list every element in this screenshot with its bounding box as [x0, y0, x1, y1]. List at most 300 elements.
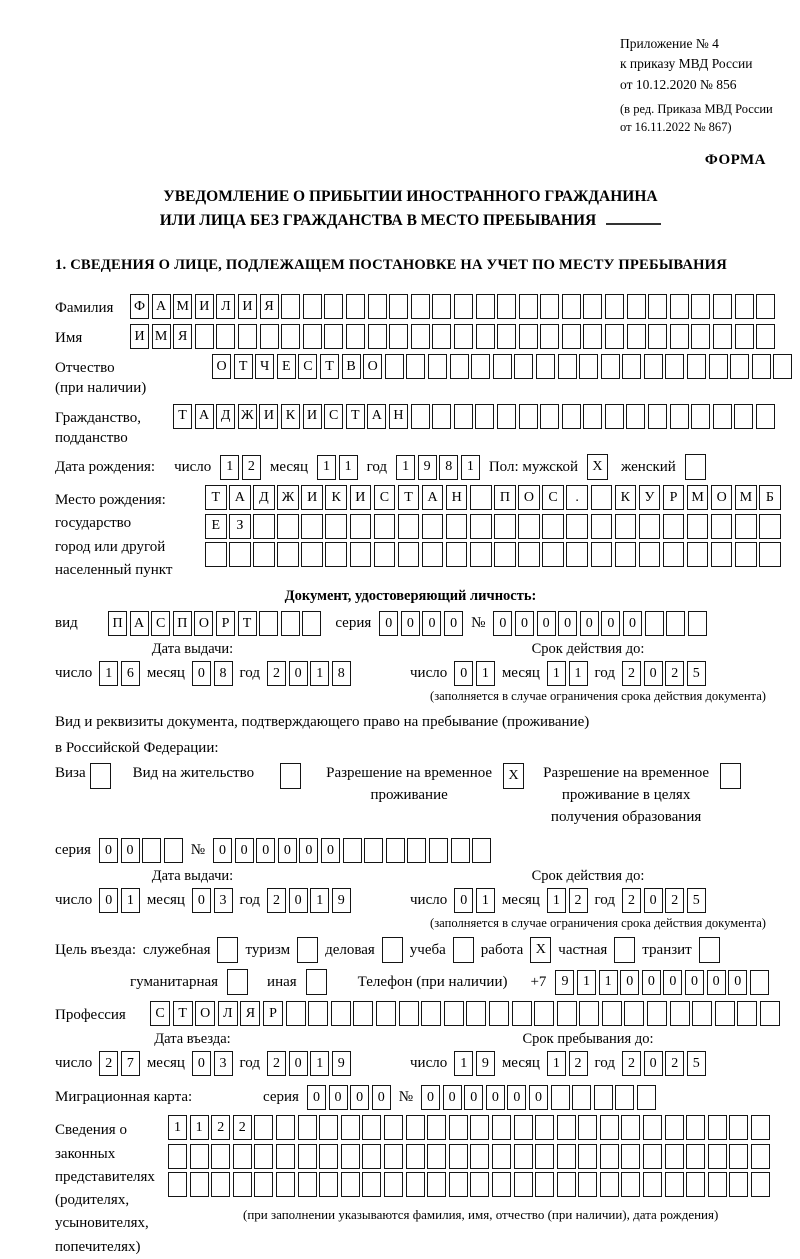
char-cell[interactable]: 1: [310, 1051, 329, 1076]
char-cell[interactable]: [470, 542, 492, 567]
char-cell[interactable]: [319, 1144, 338, 1169]
char-cell[interactable]: [260, 324, 279, 349]
char-cell[interactable]: 1: [476, 888, 495, 913]
char-cell[interactable]: [276, 1115, 295, 1140]
char-cell[interactable]: Н: [389, 404, 408, 429]
char-cell[interactable]: 1: [569, 661, 588, 686]
char-cell[interactable]: А: [130, 611, 149, 636]
char-cell[interactable]: [512, 1001, 532, 1026]
char-cell[interactable]: [514, 1172, 533, 1197]
char-cell[interactable]: [446, 514, 468, 539]
char-cell[interactable]: [519, 294, 538, 319]
char-cell[interactable]: [536, 354, 555, 379]
char-cell[interactable]: [319, 1172, 338, 1197]
char-cell[interactable]: [341, 1172, 360, 1197]
char-cell[interactable]: [557, 1172, 576, 1197]
char-cell[interactable]: [562, 294, 581, 319]
char-cell[interactable]: 0: [493, 611, 512, 636]
char-cell[interactable]: С: [374, 485, 396, 510]
char-cell[interactable]: 1: [454, 1051, 473, 1076]
char-cell[interactable]: [374, 514, 396, 539]
char-cell[interactable]: [759, 542, 781, 567]
char-cell[interactable]: [615, 542, 637, 567]
char-cell[interactable]: 2: [665, 661, 684, 686]
char-cell[interactable]: [492, 1144, 511, 1169]
char-cell[interactable]: 2: [622, 888, 641, 913]
char-cell[interactable]: [686, 1172, 705, 1197]
char-cell[interactable]: А: [229, 485, 251, 510]
char-cell[interactable]: [411, 324, 430, 349]
char-cell[interactable]: [737, 1001, 757, 1026]
char-cell[interactable]: [605, 294, 624, 319]
sex-female-checkbox[interactable]: [685, 454, 706, 480]
char-cell[interactable]: [691, 324, 710, 349]
char-cell[interactable]: 1: [547, 661, 566, 686]
char-cell[interactable]: 2: [211, 1115, 230, 1140]
char-cell[interactable]: 1: [99, 661, 118, 686]
char-cell[interactable]: [601, 354, 620, 379]
char-cell[interactable]: С: [151, 611, 170, 636]
char-cell[interactable]: С: [150, 1001, 170, 1026]
char-cell[interactable]: А: [422, 485, 444, 510]
char-cell[interactable]: [591, 514, 613, 539]
char-cell[interactable]: Е: [277, 354, 296, 379]
char-cell[interactable]: [454, 294, 473, 319]
char-cell[interactable]: [341, 1144, 360, 1169]
char-cell[interactable]: [497, 294, 516, 319]
char-cell[interactable]: [168, 1144, 187, 1169]
char-cell[interactable]: [691, 294, 710, 319]
char-cell[interactable]: 0: [99, 838, 118, 863]
char-cell[interactable]: [353, 1001, 373, 1026]
char-cell[interactable]: З: [229, 514, 251, 539]
char-cell[interactable]: [254, 1144, 273, 1169]
char-cell[interactable]: [494, 542, 516, 567]
char-cell[interactable]: 1: [310, 661, 329, 686]
char-cell[interactable]: [374, 542, 396, 567]
char-cell[interactable]: [422, 514, 444, 539]
char-cell[interactable]: [427, 1144, 446, 1169]
char-cell[interactable]: Т: [238, 611, 257, 636]
char-cell[interactable]: 2: [242, 455, 261, 480]
char-cell[interactable]: С: [324, 404, 343, 429]
char-cell[interactable]: [542, 514, 564, 539]
char-cell[interactable]: Л: [218, 1001, 238, 1026]
char-cell[interactable]: 9: [418, 455, 437, 480]
char-cell[interactable]: [308, 1001, 328, 1026]
char-cell[interactable]: 1: [396, 455, 415, 480]
char-cell[interactable]: [691, 404, 710, 429]
char-cell[interactable]: [254, 1115, 273, 1140]
residence-permit-checkbox[interactable]: [280, 763, 301, 789]
char-cell[interactable]: И: [130, 324, 149, 349]
char-cell[interactable]: [454, 404, 473, 429]
char-cell[interactable]: [492, 1115, 511, 1140]
char-cell[interactable]: [362, 1144, 381, 1169]
char-cell[interactable]: [583, 294, 602, 319]
char-cell[interactable]: [346, 324, 365, 349]
char-cell[interactable]: Б: [759, 485, 781, 510]
char-cell[interactable]: Е: [205, 514, 227, 539]
char-cell[interactable]: [566, 542, 588, 567]
char-cell[interactable]: [428, 354, 447, 379]
char-cell[interactable]: О: [212, 354, 231, 379]
char-cell[interactable]: [535, 1115, 554, 1140]
char-cell[interactable]: [324, 294, 343, 319]
char-cell[interactable]: [729, 1115, 748, 1140]
char-cell[interactable]: [190, 1172, 209, 1197]
char-cell[interactable]: Т: [173, 404, 192, 429]
visa-checkbox[interactable]: [90, 763, 111, 789]
char-cell[interactable]: [643, 1144, 662, 1169]
char-cell[interactable]: 1: [461, 455, 480, 480]
char-cell[interactable]: [578, 1172, 597, 1197]
char-cell[interactable]: 0: [642, 970, 661, 995]
purpose-business-checkbox[interactable]: [382, 937, 403, 963]
char-cell[interactable]: 0: [623, 611, 642, 636]
char-cell[interactable]: [216, 324, 235, 349]
char-cell[interactable]: [164, 838, 183, 863]
char-cell[interactable]: [497, 324, 516, 349]
char-cell[interactable]: 1: [168, 1115, 187, 1140]
char-cell[interactable]: [281, 294, 300, 319]
char-cell[interactable]: [211, 1172, 230, 1197]
char-cell[interactable]: [626, 404, 645, 429]
char-cell[interactable]: 1: [577, 970, 596, 995]
char-cell[interactable]: [514, 1144, 533, 1169]
char-cell[interactable]: О: [195, 1001, 215, 1026]
char-cell[interactable]: [583, 404, 602, 429]
char-cell[interactable]: 0: [329, 1085, 348, 1110]
char-cell[interactable]: [670, 324, 689, 349]
char-cell[interactable]: [519, 404, 538, 429]
rvp-education-checkbox[interactable]: [720, 763, 741, 789]
char-cell[interactable]: Д: [216, 404, 235, 429]
char-cell[interactable]: 1: [547, 1051, 566, 1076]
char-cell[interactable]: [621, 1144, 640, 1169]
char-cell[interactable]: [692, 1001, 712, 1026]
char-cell[interactable]: [751, 1115, 770, 1140]
char-cell[interactable]: [519, 324, 538, 349]
char-cell[interactable]: 0: [289, 1051, 308, 1076]
char-cell[interactable]: [190, 1144, 209, 1169]
char-cell[interactable]: [470, 1144, 489, 1169]
char-cell[interactable]: И: [350, 485, 372, 510]
char-cell[interactable]: 0: [529, 1085, 548, 1110]
char-cell[interactable]: [583, 324, 602, 349]
char-cell[interactable]: 0: [454, 888, 473, 913]
char-cell[interactable]: [562, 404, 581, 429]
char-cell[interactable]: 0: [580, 611, 599, 636]
char-cell[interactable]: [734, 404, 753, 429]
char-cell[interactable]: [688, 611, 707, 636]
char-cell[interactable]: [470, 1172, 489, 1197]
char-cell[interactable]: И: [259, 404, 278, 429]
char-cell[interactable]: 0: [307, 1085, 326, 1110]
char-cell[interactable]: [715, 1001, 735, 1026]
char-cell[interactable]: Т: [398, 485, 420, 510]
char-cell[interactable]: [578, 1115, 597, 1140]
char-cell[interactable]: [566, 514, 588, 539]
char-cell[interactable]: [303, 294, 322, 319]
char-cell[interactable]: [276, 1144, 295, 1169]
char-cell[interactable]: [277, 542, 299, 567]
char-cell[interactable]: [637, 1085, 656, 1110]
char-cell[interactable]: [346, 294, 365, 319]
char-cell[interactable]: [229, 542, 251, 567]
char-cell[interactable]: [514, 1115, 533, 1140]
char-cell[interactable]: [648, 324, 667, 349]
char-cell[interactable]: [298, 1115, 317, 1140]
char-cell[interactable]: [398, 542, 420, 567]
char-cell[interactable]: [663, 514, 685, 539]
char-cell[interactable]: 0: [464, 1085, 483, 1110]
char-cell[interactable]: 0: [663, 970, 682, 995]
char-cell[interactable]: [254, 1172, 273, 1197]
char-cell[interactable]: [302, 611, 321, 636]
char-cell[interactable]: [432, 324, 451, 349]
char-cell[interactable]: 0: [728, 970, 747, 995]
char-cell[interactable]: М: [687, 485, 709, 510]
char-cell[interactable]: [429, 838, 448, 863]
char-cell[interactable]: [466, 1001, 486, 1026]
char-cell[interactable]: [281, 611, 300, 636]
char-cell[interactable]: [444, 1001, 464, 1026]
char-cell[interactable]: [713, 294, 732, 319]
char-cell[interactable]: М: [735, 485, 757, 510]
char-cell[interactable]: [670, 1001, 690, 1026]
char-cell[interactable]: [368, 324, 387, 349]
char-cell[interactable]: [558, 354, 577, 379]
char-cell[interactable]: 0: [486, 1085, 505, 1110]
char-cell[interactable]: [687, 514, 709, 539]
purpose-humanitarian-checkbox[interactable]: [227, 969, 248, 995]
char-cell[interactable]: [350, 542, 372, 567]
char-cell[interactable]: 8: [332, 661, 351, 686]
char-cell[interactable]: 2: [622, 1051, 641, 1076]
char-cell[interactable]: 1: [599, 970, 618, 995]
char-cell[interactable]: [639, 514, 661, 539]
char-cell[interactable]: [253, 514, 275, 539]
char-cell[interactable]: [687, 542, 709, 567]
char-cell[interactable]: Л: [216, 294, 235, 319]
char-cell[interactable]: 0: [372, 1085, 391, 1110]
char-cell[interactable]: 0: [707, 970, 726, 995]
char-cell[interactable]: [540, 404, 559, 429]
char-cell[interactable]: И: [195, 294, 214, 319]
char-cell[interactable]: 1: [121, 888, 140, 913]
char-cell[interactable]: [615, 1085, 634, 1110]
char-cell[interactable]: [475, 404, 494, 429]
char-cell[interactable]: 0: [515, 611, 534, 636]
char-cell[interactable]: 0: [321, 838, 340, 863]
char-cell[interactable]: 0: [213, 838, 232, 863]
char-cell[interactable]: 0: [299, 838, 318, 863]
char-cell[interactable]: [648, 294, 667, 319]
char-cell[interactable]: [450, 354, 469, 379]
char-cell[interactable]: [600, 1115, 619, 1140]
char-cell[interactable]: [324, 324, 343, 349]
char-cell[interactable]: [298, 1144, 317, 1169]
char-cell[interactable]: [644, 354, 663, 379]
char-cell[interactable]: 2: [665, 1051, 684, 1076]
char-cell[interactable]: 0: [350, 1085, 369, 1110]
char-cell[interactable]: [708, 1144, 727, 1169]
char-cell[interactable]: [492, 1172, 511, 1197]
char-cell[interactable]: [750, 970, 769, 995]
char-cell[interactable]: 0: [601, 611, 620, 636]
purpose-study-checkbox[interactable]: [453, 937, 474, 963]
char-cell[interactable]: О: [363, 354, 382, 379]
char-cell[interactable]: [756, 404, 775, 429]
char-cell[interactable]: [470, 485, 492, 510]
char-cell[interactable]: [615, 514, 637, 539]
char-cell[interactable]: 0: [192, 661, 211, 686]
char-cell[interactable]: [540, 294, 559, 319]
char-cell[interactable]: [579, 1001, 599, 1026]
char-cell[interactable]: [389, 294, 408, 319]
char-cell[interactable]: 2: [569, 1051, 588, 1076]
char-cell[interactable]: [449, 1115, 468, 1140]
char-cell[interactable]: [648, 404, 667, 429]
char-cell[interactable]: Я: [240, 1001, 260, 1026]
char-cell[interactable]: 0: [192, 888, 211, 913]
purpose-official-checkbox[interactable]: [217, 937, 238, 963]
char-cell[interactable]: [562, 324, 581, 349]
char-cell[interactable]: [647, 1001, 667, 1026]
char-cell[interactable]: [446, 542, 468, 567]
char-cell[interactable]: [422, 542, 444, 567]
char-cell[interactable]: У: [639, 485, 661, 510]
char-cell[interactable]: [427, 1172, 446, 1197]
char-cell[interactable]: 2: [622, 661, 641, 686]
char-cell[interactable]: .: [566, 485, 588, 510]
char-cell[interactable]: [276, 1172, 295, 1197]
char-cell[interactable]: [259, 611, 278, 636]
char-cell[interactable]: Р: [663, 485, 685, 510]
char-cell[interactable]: П: [494, 485, 516, 510]
char-cell[interactable]: 0: [99, 888, 118, 913]
char-cell[interactable]: [368, 294, 387, 319]
char-cell[interactable]: [471, 354, 490, 379]
char-cell[interactable]: [386, 838, 405, 863]
char-cell[interactable]: [557, 1115, 576, 1140]
char-cell[interactable]: [518, 514, 540, 539]
char-cell[interactable]: И: [301, 485, 323, 510]
char-cell[interactable]: [621, 1115, 640, 1140]
char-cell[interactable]: [605, 404, 624, 429]
char-cell[interactable]: [665, 1144, 684, 1169]
char-cell[interactable]: 1: [476, 661, 495, 686]
char-cell[interactable]: [663, 542, 685, 567]
char-cell[interactable]: [540, 324, 559, 349]
char-cell[interactable]: [735, 324, 754, 349]
char-cell[interactable]: 0: [256, 838, 275, 863]
char-cell[interactable]: [411, 404, 430, 429]
char-cell[interactable]: [600, 1172, 619, 1197]
char-cell[interactable]: 0: [620, 970, 639, 995]
char-cell[interactable]: [384, 1144, 403, 1169]
rvp-checkbox[interactable]: X: [503, 763, 524, 789]
char-cell[interactable]: [578, 1144, 597, 1169]
char-cell[interactable]: 0: [289, 888, 308, 913]
char-cell[interactable]: Т: [205, 485, 227, 510]
char-cell[interactable]: [406, 354, 425, 379]
char-cell[interactable]: [773, 354, 792, 379]
char-cell[interactable]: 0: [644, 888, 663, 913]
char-cell[interactable]: Т: [320, 354, 339, 379]
char-cell[interactable]: [142, 838, 161, 863]
char-cell[interactable]: [729, 1144, 748, 1169]
char-cell[interactable]: 9: [476, 1051, 495, 1076]
char-cell[interactable]: 7: [121, 1051, 140, 1076]
char-cell[interactable]: [233, 1144, 252, 1169]
char-cell[interactable]: [389, 324, 408, 349]
char-cell[interactable]: [350, 514, 372, 539]
char-cell[interactable]: [497, 404, 516, 429]
char-cell[interactable]: [686, 1115, 705, 1140]
char-cell[interactable]: [398, 514, 420, 539]
char-cell[interactable]: [301, 514, 323, 539]
char-cell[interactable]: [535, 1144, 554, 1169]
char-cell[interactable]: 1: [220, 455, 239, 480]
char-cell[interactable]: [205, 542, 227, 567]
char-cell[interactable]: [686, 1144, 705, 1169]
char-cell[interactable]: [759, 514, 781, 539]
char-cell[interactable]: [557, 1001, 577, 1026]
char-cell[interactable]: [602, 1001, 622, 1026]
char-cell[interactable]: 0: [401, 611, 420, 636]
char-cell[interactable]: [518, 542, 540, 567]
char-cell[interactable]: Ж: [238, 404, 257, 429]
char-cell[interactable]: [319, 1115, 338, 1140]
char-cell[interactable]: И: [238, 294, 257, 319]
char-cell[interactable]: [735, 542, 757, 567]
char-cell[interactable]: Т: [173, 1001, 193, 1026]
char-cell[interactable]: 0: [507, 1085, 526, 1110]
char-cell[interactable]: [298, 1172, 317, 1197]
char-cell[interactable]: 0: [443, 1085, 462, 1110]
char-cell[interactable]: [708, 1172, 727, 1197]
char-cell[interactable]: Ф: [130, 294, 149, 319]
char-cell[interactable]: В: [342, 354, 361, 379]
char-cell[interactable]: Ж: [277, 485, 299, 510]
char-cell[interactable]: [735, 514, 757, 539]
char-cell[interactable]: [605, 324, 624, 349]
char-cell[interactable]: 1: [547, 888, 566, 913]
char-cell[interactable]: С: [298, 354, 317, 379]
char-cell[interactable]: 9: [332, 888, 351, 913]
purpose-other-checkbox[interactable]: [306, 969, 327, 995]
char-cell[interactable]: 0: [379, 611, 398, 636]
char-cell[interactable]: [362, 1172, 381, 1197]
char-cell[interactable]: П: [108, 611, 127, 636]
char-cell[interactable]: 9: [555, 970, 574, 995]
char-cell[interactable]: [666, 611, 685, 636]
char-cell[interactable]: [281, 324, 300, 349]
char-cell[interactable]: [421, 1001, 441, 1026]
char-cell[interactable]: [325, 514, 347, 539]
char-cell[interactable]: [756, 324, 775, 349]
char-cell[interactable]: [331, 1001, 351, 1026]
char-cell[interactable]: [476, 324, 495, 349]
char-cell[interactable]: [542, 542, 564, 567]
char-cell[interactable]: [591, 542, 613, 567]
char-cell[interactable]: [760, 1001, 780, 1026]
char-cell[interactable]: 0: [558, 611, 577, 636]
char-cell[interactable]: [624, 1001, 644, 1026]
char-cell[interactable]: [643, 1115, 662, 1140]
